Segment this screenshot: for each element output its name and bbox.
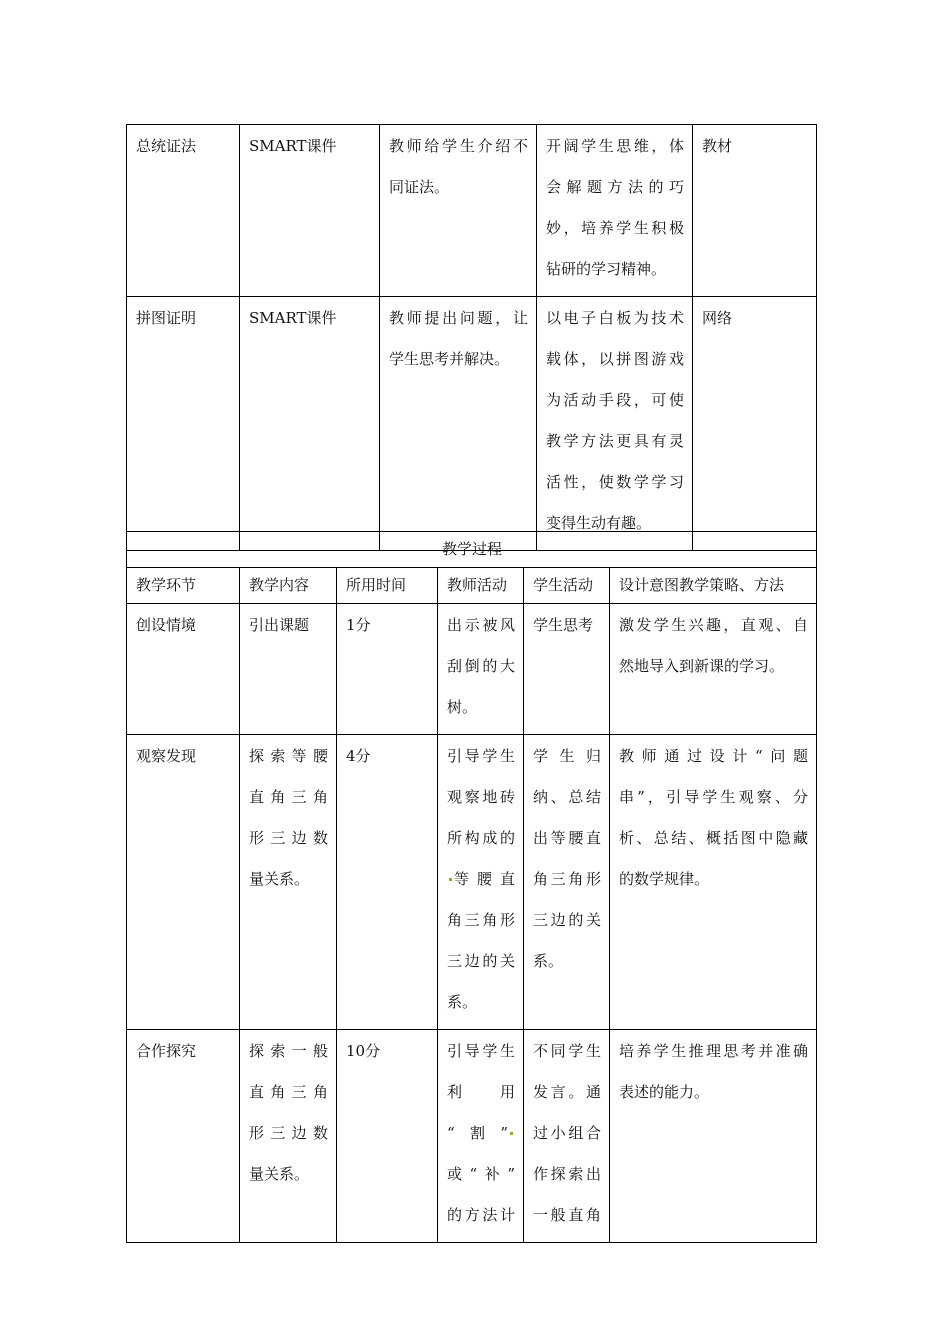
student-cell: 不同学生 发言。通 过小组合 作探索出 一般直角 — [524, 1030, 610, 1243]
time-cell: 4分 — [337, 735, 438, 1030]
teacher-line-with-mark: 等腰直 — [447, 859, 515, 900]
process-title-row — [127, 532, 817, 568]
content-cell: 探索等腰 直角三角 形三边数 量关系。 — [240, 735, 337, 1030]
stage-cell: 创设情境 — [127, 604, 240, 735]
resource-cell: SMART课件 — [240, 297, 380, 551]
intent-cell: 激发学生兴趣，直观、自 然地导入到新课的学习。 — [610, 604, 817, 735]
activity-cell: 教师给学生介绍不 同证法。 — [380, 125, 537, 297]
content-cell: 引出课题 — [240, 604, 337, 735]
column-header: 设计意图教学策略、方法 — [610, 568, 817, 604]
time-cell: 10分 — [337, 1030, 438, 1243]
source-cell: 网络 — [693, 297, 817, 551]
table-row — [127, 297, 817, 551]
source-cell: 教材 — [693, 125, 817, 297]
section-cell: 总统证法 — [127, 125, 240, 297]
table-row — [127, 604, 817, 735]
intent-cell: 培养学生推理思考并准确 表述的能力。 — [610, 1030, 817, 1243]
student-cell: 学生归 纳、总结 出等腰直 角三角形 三边的关 系。 — [524, 735, 610, 1030]
column-header: 学生活动 — [524, 568, 610, 604]
content-cell: 探索一般 直角三角 形三边数 量关系。 — [240, 1030, 337, 1243]
stage-cell: 观察发现 — [127, 735, 240, 1030]
column-header: 教师活动 — [438, 568, 524, 604]
teacher-cell: 引导学生 观察地砖 所构成的 等腰直 角三角形 三边的关 系。 — [438, 735, 524, 1030]
purpose-cell: 以电子白板为技术 载体，以拼图游戏 为活动手段，可使 教学方法更具有灵 活性，使数学学习 变得生动有趣。 — [537, 297, 693, 551]
intent-cell: 教师通过设计“问题 串”，引导学生观察、分 析、总结、概括图中隐藏 的数学规律。 — [610, 735, 817, 1030]
table-row — [127, 1030, 817, 1243]
teacher-line-with-mark: “割” — [447, 1113, 515, 1154]
table-row — [127, 735, 817, 1030]
table-row — [127, 125, 817, 297]
teacher-cell: 引导学生 利用 “割” 或“补” 的方法计 — [438, 1030, 524, 1243]
purpose-cell: 开阔学生思维，体 会解题方法的巧 妙，培养学生积极 钻研的学习精神。 — [537, 125, 693, 297]
student-cell: 学生思考 — [524, 604, 610, 735]
resource-cell: SMART课件 — [240, 125, 380, 297]
section-cell: 拼图证明 — [127, 297, 240, 551]
process-title: 教学过程 — [127, 532, 817, 568]
column-header: 所用时间 — [337, 568, 438, 604]
activity-cell: 教师提出问题，让 学生思考并解决。 — [380, 297, 537, 551]
resource-table — [126, 124, 817, 551]
time-cell: 1分 — [337, 604, 438, 735]
stage-cell: 合作探究 — [127, 1030, 240, 1243]
header-row — [127, 568, 817, 604]
mark-icon — [510, 1132, 513, 1135]
teacher-cell: 出示被风 刮倒的大 树。 — [438, 604, 524, 735]
process-table — [126, 531, 817, 1243]
column-header: 教学内容 — [240, 568, 337, 604]
column-header: 教学环节 — [127, 568, 240, 604]
mark-icon — [449, 878, 452, 881]
